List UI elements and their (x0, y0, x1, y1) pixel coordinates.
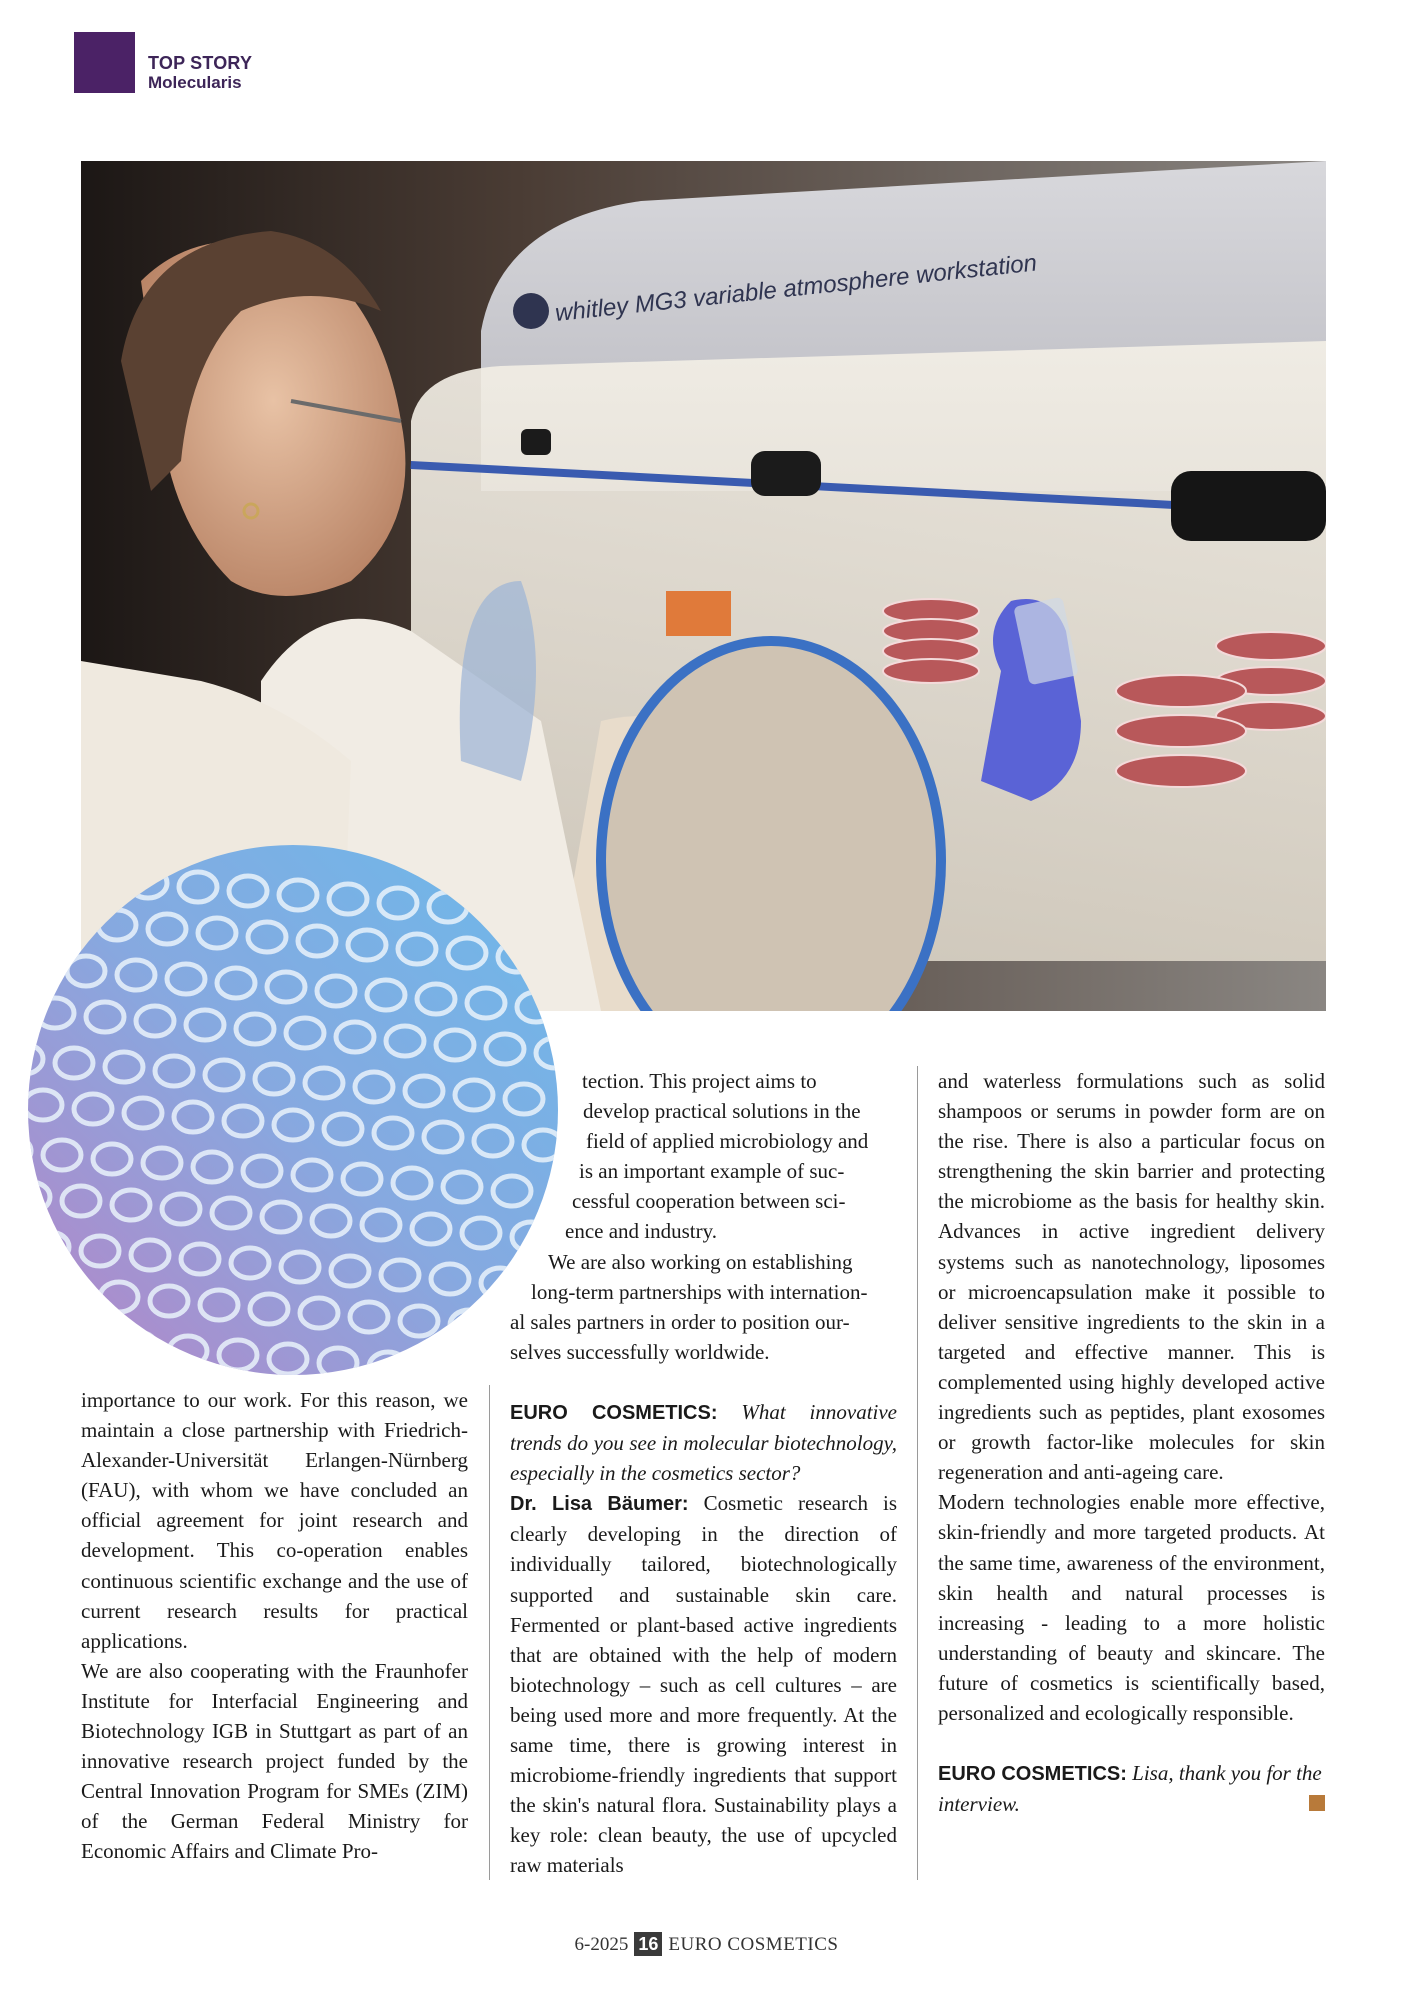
interview-closing (938, 1758, 1325, 1819)
answer-label: Dr. Lisa Bäumer: (510, 1493, 689, 1516)
answer-text: Cosmetic research is clearly developing in the direction of individually tailored, biotechnologically supported and sustainable skin care. Fermented or plant-based active ingredients that are obtained with the help of modern biotechnology – such as cell cultures – are being used more and more frequently. At the same time, there is growing interest in microbiome-friendly ingredients that support the skin's natural flora. Sustainability plays a key role: clean beauty, the use of upcycled raw materials (510, 1491, 898, 1878)
end-of-article-mark (1309, 1795, 1325, 1811)
column-divider-1 (489, 1385, 490, 1880)
page-footer (0, 1932, 1413, 1956)
section-color-block (74, 32, 135, 93)
subsection-label: Molecularis (148, 73, 242, 92)
question-label: EURO COSMETICS: (510, 1401, 718, 1424)
issue-number: 6-2025 (574, 1934, 629, 1955)
paragraph: Modern technologies enable more effective, skin-friendly and more targeted products. At the same time, awareness of the environment, skin health and natural processes is increasing - leading to a more holistic understanding of beauty and skincare. The future of cosmetics is scientifically based, personalized and ecologically responsible. (938, 1490, 1325, 1725)
text-line: field of applied microbiology and (586, 1129, 869, 1154)
workstation-label: whitley MG3 variable atmosphere workstation (553, 249, 1039, 327)
magazine-name: EURO COSMETICS (668, 1934, 839, 1955)
text-line: long-term partnerships with internation- (531, 1279, 868, 1304)
paragraph: and waterless formulations such as solid shampoos or serums in powder form are on the rise. There is also a particular focus on strengthening the skin barrier and protecting the microbiome as the basis for healthy skin. Advances in active ingredient delivery systems such as nanotechnology, liposomes or microencapsulation make it possible to deliver sensitive ingredients to the skin in a targeted and effective manner. This is complemented using highly developed active ingredients such as peptides, plant exosomes or growth factor-like molecules for skin regeneration and anti-ageing care. (938, 1069, 1325, 1485)
paragraph: We are also cooperating with the Fraunhofer Institute for Interfacial Engineering and Biotechnology IGB in Stuttgart as part of an innovative research project funded by the Central Innovation Program for SMEs (ZIM) of the German Federal Ministry for Economic Affairs and Climate Pro- (81, 1658, 468, 1864)
text-line: selves successfully worldwide. (510, 1339, 770, 1364)
text-line: al sales partners in order to position our- (510, 1309, 850, 1334)
column-2 (510, 1066, 897, 1880)
text-line: develop practical solutions in the (583, 1099, 861, 1124)
text-line: ence and industry. (565, 1219, 718, 1244)
section-header (148, 53, 252, 93)
section-label: TOP STORY (148, 53, 253, 73)
text-line: is an important example of suc- (579, 1159, 845, 1184)
paragraph: importance to our work. For this reason, we maintain a close partnership with Friedrich-Alexander-Universität Erlangen-Nürnberg (FAU), with whom we have concluded an official agreement for joint research and development. This co-operation enables continuous scientific exchange and the use of current research results for practical applications. (81, 1388, 468, 1653)
page-number: 16 (634, 1932, 662, 1956)
text-line: tection. This project aims to (582, 1069, 817, 1093)
question-label: EURO COSMETICS: (938, 1763, 1127, 1786)
question-text: What innovative trends do you see in molecular biotechnology, especially in the cosmetics sector? (510, 1399, 898, 1486)
column-1 (81, 1385, 468, 1867)
text-line: cessful cooperation between sci- (572, 1189, 846, 1214)
wrapped-paragraph (510, 1066, 897, 1367)
column-3 (938, 1066, 1325, 1819)
interview-question (510, 1397, 897, 1488)
interview-answer (510, 1488, 897, 1880)
column-divider-2 (917, 1066, 918, 1880)
well-plate-image (28, 845, 558, 1375)
text-line: We are also working on establishing (548, 1249, 853, 1274)
question-text: Lisa, thank you for the interview. (938, 1761, 1322, 1817)
